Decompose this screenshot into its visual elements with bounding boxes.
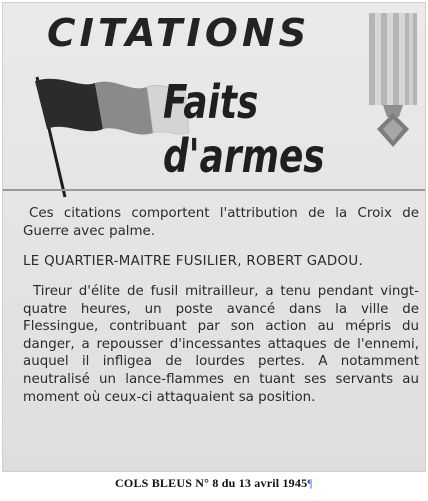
- article-body: [23, 205, 419, 406]
- document-frame: [2, 2, 426, 472]
- recipient-heading: LE QUARTIER-MAITRE FUSILIER, ROBERT GADOU.: [23, 254, 363, 269]
- caption-text: COLS BLEUS N° 8 du 13 avril 1945: [115, 476, 308, 490]
- citation-paragraph: Tireur d'élite de fusil mitrailleur, a tenu pendant vingt-quatre heures, un poste avancé dans la ville de Flessingue, contribuant par son action au mépris du danger, a repousser d'incessantes attaques de l'ennemi, auquel il infligea de lourdes pertes. A notamment neutralisé un lance-flammes en tuant ses servants au moment où ceux-ci attaquaient sa position.: [23, 284, 419, 405]
- source-caption: [0, 476, 428, 491]
- header-title: CITATIONS: [47, 11, 311, 55]
- clipping-header: [3, 3, 426, 199]
- intro-paragraph: Ces citations comportent l'attribution de la Croix de Guerre avec palme.: [23, 206, 419, 239]
- header-subtitle: Faits d'armes: [163, 75, 325, 183]
- paragraph-mark: ¶: [307, 476, 313, 490]
- croix-de-guerre-ribbon-icon: [363, 13, 423, 153]
- header-divider: [3, 189, 426, 191]
- newspaper-clipping: [3, 3, 426, 472]
